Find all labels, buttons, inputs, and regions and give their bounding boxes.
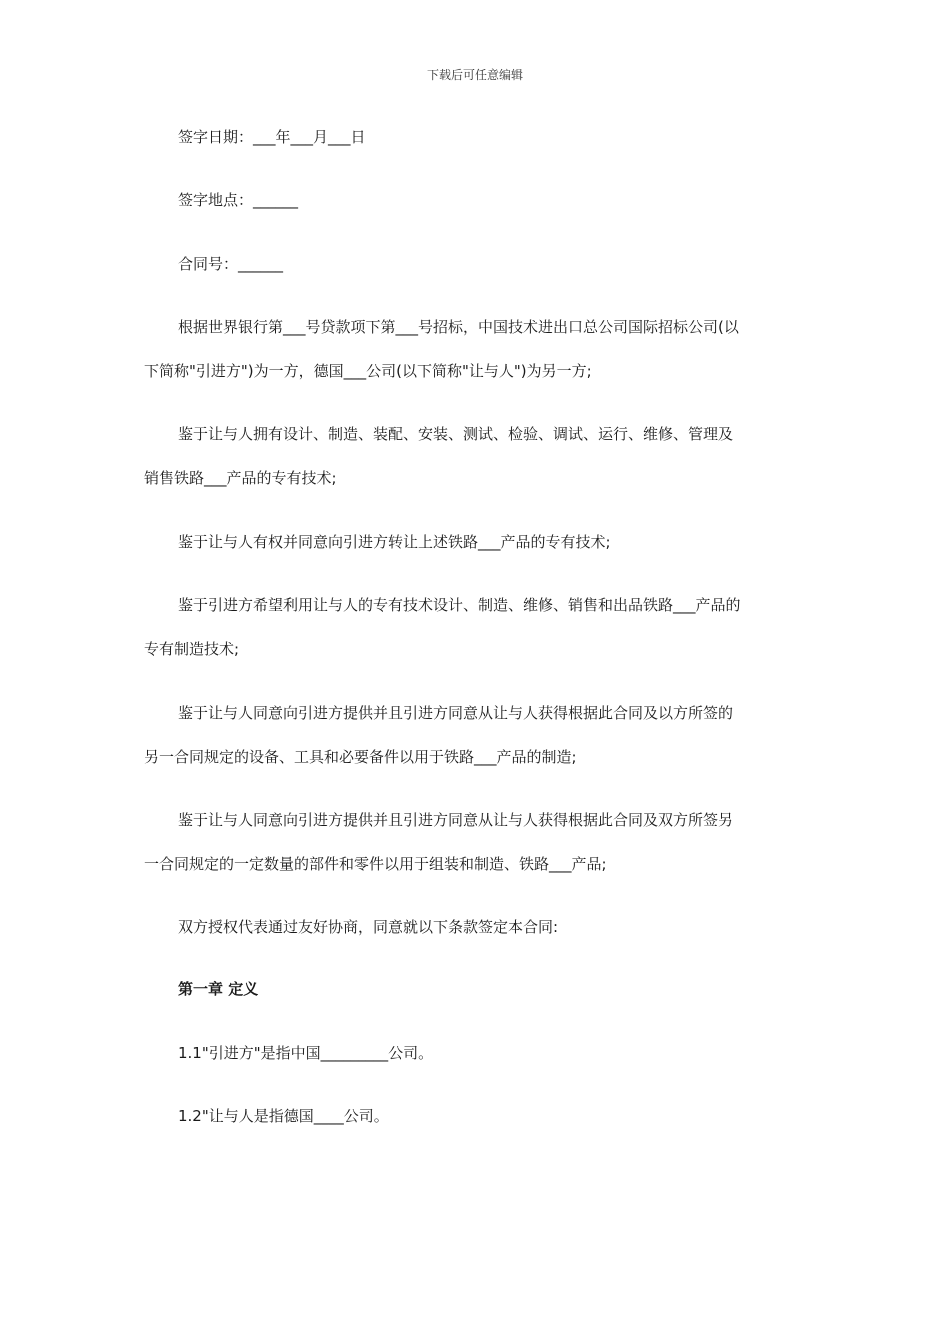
preamble-line: 根据世界银行第___号贷款项下第___号招标，中国技术进出口总公司国际招标公司(以 xyxy=(178,318,739,336)
recital-line: 专有制造技术; xyxy=(144,640,240,658)
preamble-line: 下简称"引进方")为一方，德国___公司(以下简称"让与人")为另一方; xyxy=(144,362,592,380)
definition-item: 1.2"让与人是指德国____公司。 xyxy=(178,1107,389,1125)
chapter-heading: 第一章 定义 xyxy=(178,980,259,998)
recital-line: 鉴于让与人有权并同意向引进方转让上述铁路___产品的专有技术; xyxy=(178,533,611,551)
contract-number-line: 合同号：______ xyxy=(178,255,284,273)
recital-line: 一合同规定的一定数量的部件和零件以用于组装和制造、铁路___产品; xyxy=(144,855,607,873)
recital-line: 另一合同规定的设备、工具和必要备件以用于铁路___产品的制造; xyxy=(144,748,577,766)
recital-line: 鉴于让与人拥有设计、制造、装配、安装、测试、检验、调试、运行、维修、管理及 xyxy=(178,425,734,443)
recital-line: 销售铁路___产品的专有技术; xyxy=(144,469,337,487)
signing-place-line: 签字地点：______ xyxy=(178,191,299,209)
recital-line: 鉴于让与人同意向引进方提供并且引进方同意从让与人获得根据此合同及双方所签另 xyxy=(178,811,734,829)
definition-item: 1.1"引进方"是指中国_________公司。 xyxy=(178,1044,434,1062)
signing-date-line: 签字日期：___年___月___日 xyxy=(178,128,366,146)
recital-line: 鉴于让与人同意向引进方提供并且引进方同意从让与人获得根据此合同及以方所签的 xyxy=(178,704,734,722)
agreement-statement: 双方授权代表通过友好协商，同意就以下条款签定本合同: xyxy=(178,918,559,936)
recital-line: 鉴于引进方希望利用让与人的专有技术设计、制造、维修、销售和出品铁路___产品的 xyxy=(178,596,741,614)
page-header: 下载后可任意编辑 xyxy=(426,68,523,82)
